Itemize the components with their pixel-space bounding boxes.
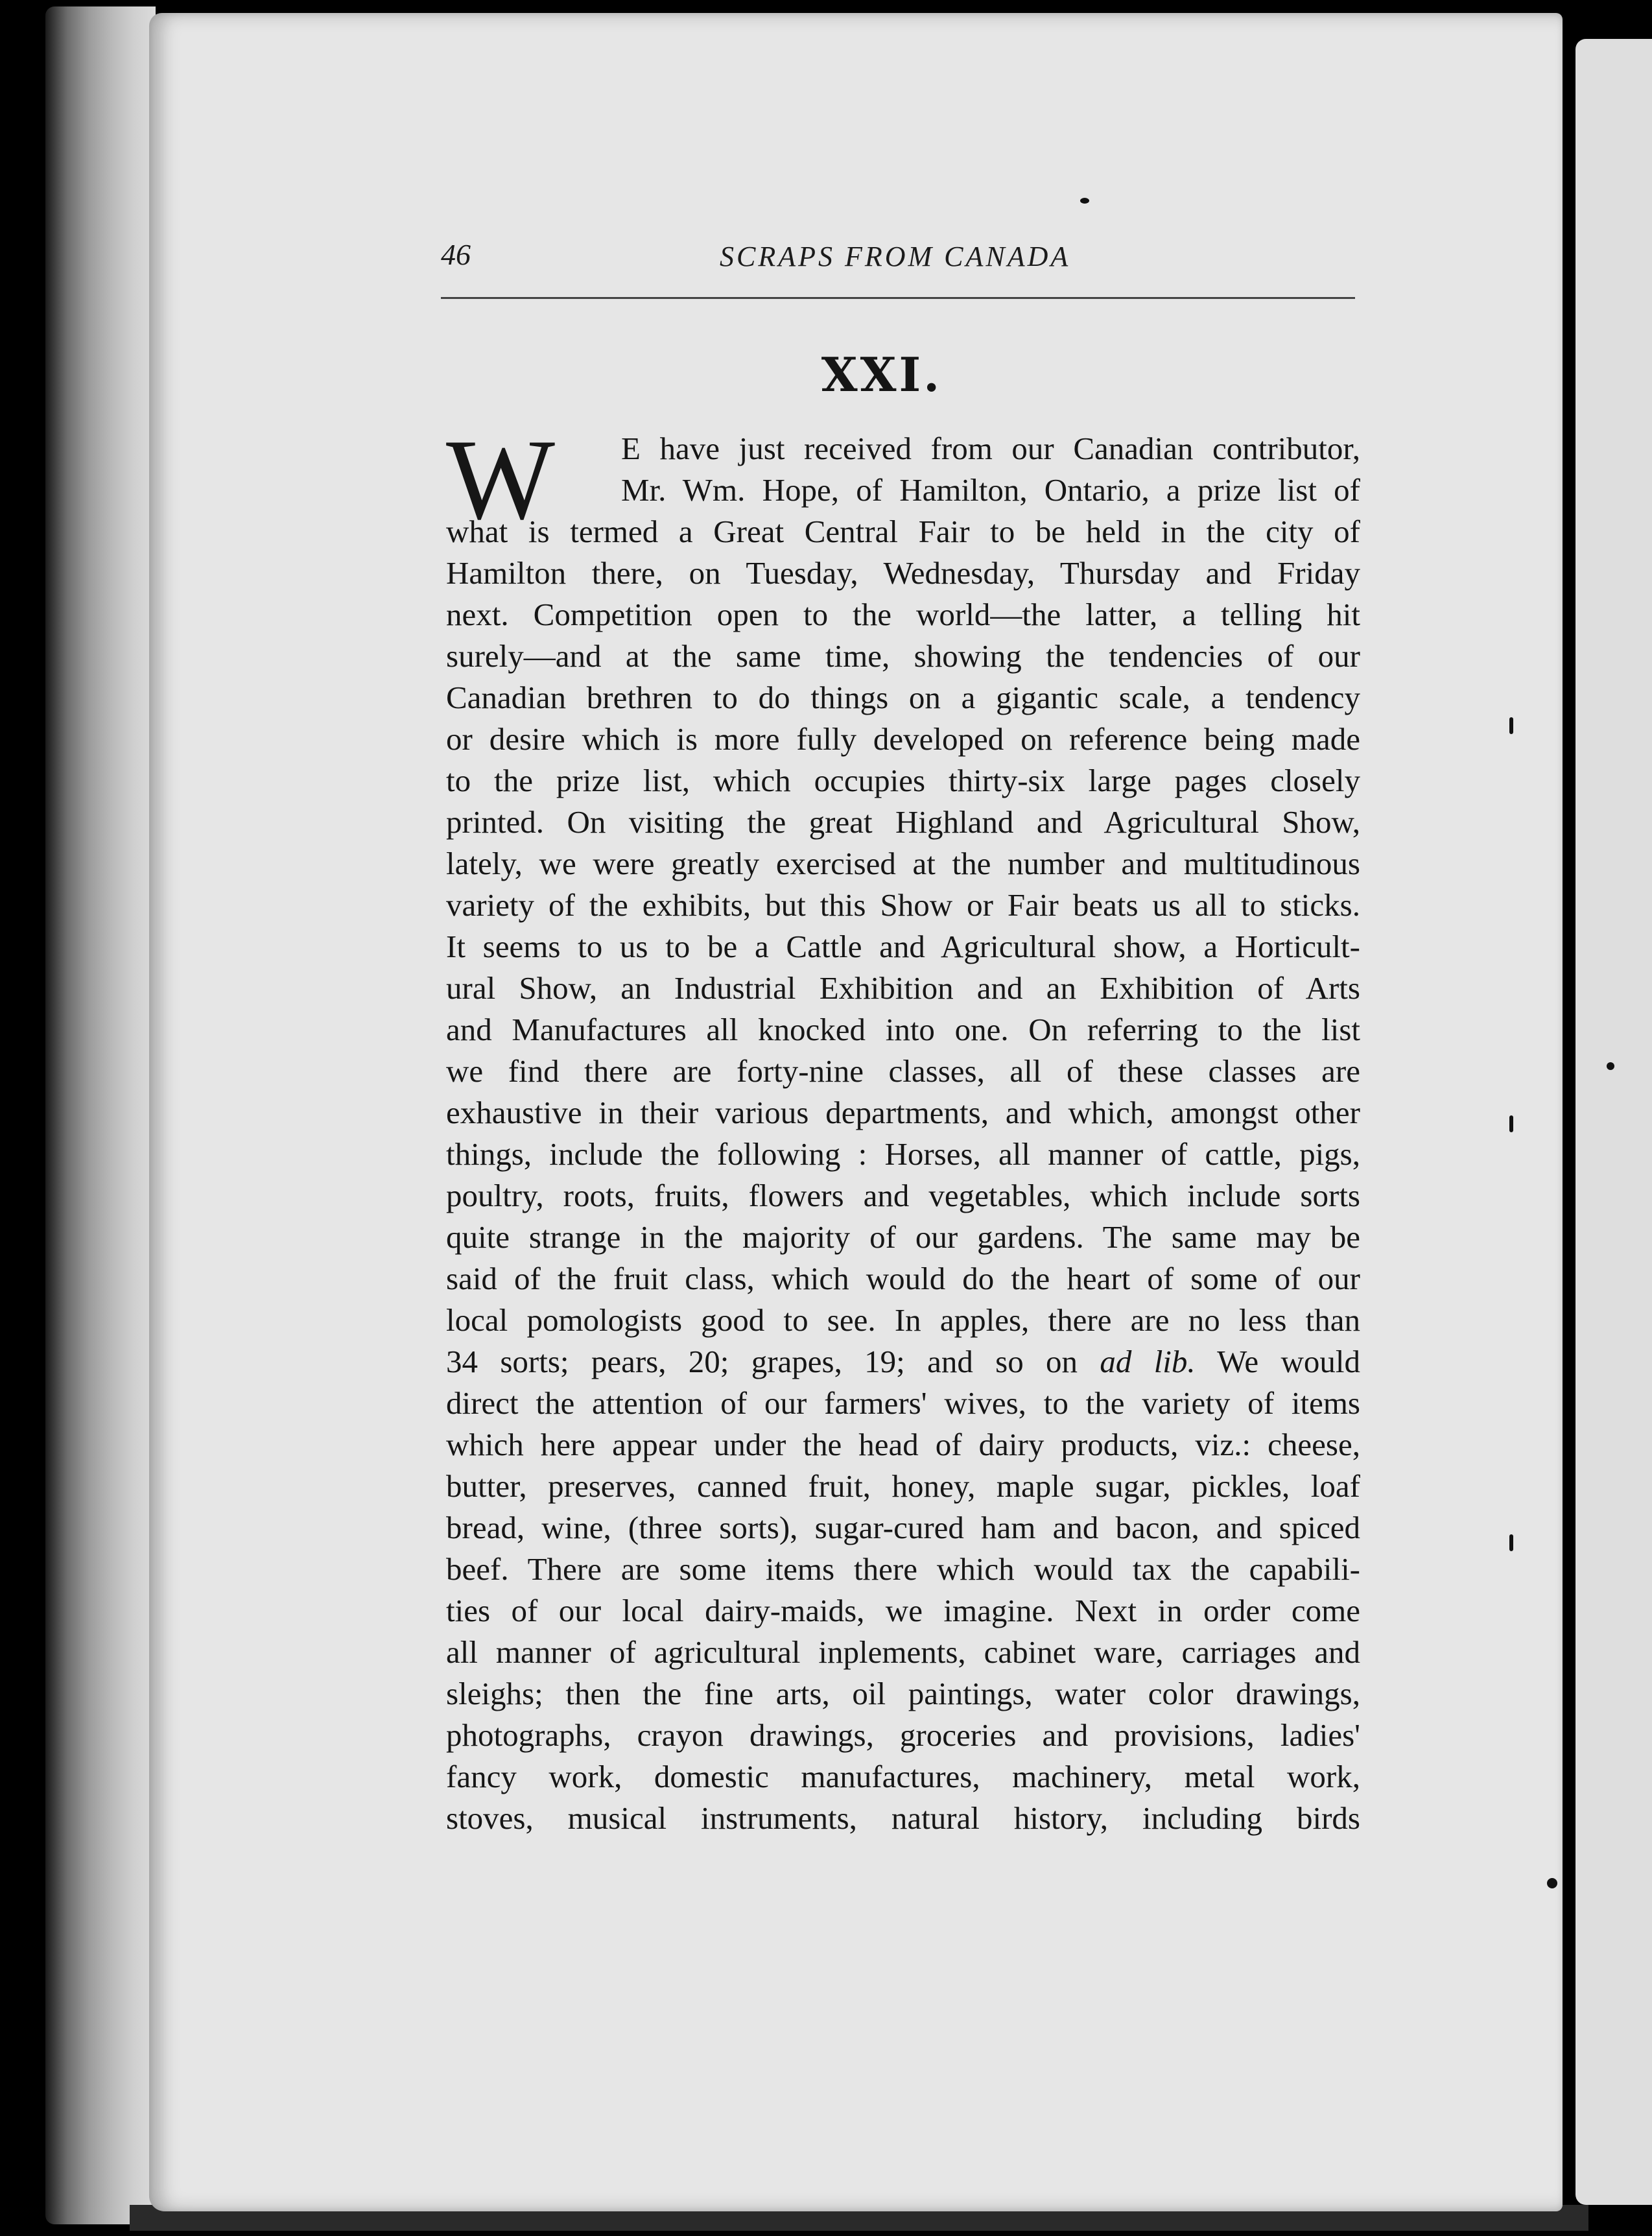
text-line: beef. There are some items there which would tax the capabili- (446, 1551, 1360, 1587)
text-line: local pomologists good to see. In apples, there are no less than (446, 1302, 1360, 1338)
text-line-with-italic (446, 1341, 1360, 1383)
ink-speck (1509, 1115, 1513, 1132)
text-line: Canadian brethren to do things on a gigantic scale, a tendency (446, 680, 1360, 715)
italic-phrase: ad lib. (1100, 1344, 1196, 1379)
ink-speck (1509, 717, 1513, 734)
text-line: direct the attention of our farmers' wives, to the variety of items (446, 1385, 1360, 1421)
text-line: quite strange in the majority of our gardens. The same may be (446, 1219, 1360, 1255)
running-head (441, 233, 1355, 285)
text-line: ties of our local dairy-maids, we imagine. Next in order come (446, 1593, 1360, 1628)
ink-speck (1607, 1062, 1614, 1070)
text-line: It seems to us to be a Cattle and Agricultural show, a Horticult- (446, 929, 1360, 964)
text-line: next. Competition open to the world—the latter, a telling hit (446, 597, 1360, 632)
chapter-number: XXI. (821, 347, 943, 402)
text-line: all manner of agricultural inplements, cabinet ware, carriages and (446, 1634, 1360, 1670)
text-line: Mr. Wm. Hope, of Hamilton, Ontario, a prize list of (621, 472, 1360, 508)
text-line: things, include the following : Horses, all manner of cattle, pigs, (446, 1136, 1360, 1172)
ink-speck (1509, 1534, 1513, 1551)
text-line: said of the fruit class, which would do the heart of some of our (446, 1261, 1360, 1296)
book-title: SCRAPS FROM CANADA (720, 241, 1071, 272)
text-line: photographs, crayon drawings, groceries and provisions, ladies' (446, 1717, 1360, 1753)
text-segment: 34 sorts; pears, 20; grapes, 19; and so on (446, 1344, 1078, 1379)
text-line: exhaustive in their various departments, and which, amongst other (446, 1095, 1360, 1130)
text-line: or desire which is more fully developed on reference being made (446, 721, 1360, 757)
text-line: which here appear under the head of dairy products, viz.: cheese, (446, 1427, 1360, 1462)
text-line: poultry, roots, fruits, flowers and vegetables, which include sorts (446, 1178, 1360, 1213)
text-line: what is termed a Great Central Fair to be held in the city of (446, 514, 1360, 549)
text-line: butter, preserves, canned fruit, honey, maple sugar, pickles, loaf (446, 1468, 1360, 1504)
text-line: lately, we were greatly exercised at the number and multitudinous (446, 846, 1360, 881)
article-body (446, 415, 1360, 1839)
text-line: surely—and at the same time, showing the tendencies of our (446, 638, 1360, 674)
header-rule (441, 297, 1355, 299)
text-line: bread, wine, (three sorts), sugar-cured ham and bacon, and spiced (446, 1510, 1360, 1545)
drop-cap: W (446, 415, 556, 543)
text-line: we find there are forty-nine classes, all of these classes are (446, 1053, 1360, 1089)
text-line: printed. On visiting the great Highland and Agricultural Show, (446, 804, 1360, 840)
text-line: Hamilton there, on Tuesday, Wednesday, Thursday and Friday (446, 555, 1360, 591)
text-line: sleighs; then the fine arts, oil paintings, water color drawings, (446, 1676, 1360, 1711)
book-binding-edge (45, 6, 156, 2224)
text-line: E have just received from our Canadian contributor, (621, 431, 1360, 466)
text-line: ural Show, an Industrial Exhibition and an Exhibition of Arts (446, 970, 1360, 1006)
text-segment: We would (1217, 1344, 1360, 1379)
facing-page-edge (1575, 39, 1652, 2205)
page-number: 46 (441, 238, 471, 271)
ink-speck (1547, 1878, 1557, 1888)
text-line: variety of the exhibits, but this Show or Fair beats us all to sticks. (446, 887, 1360, 923)
text-line: to the prize list, which occupies thirty-six large pages closely (446, 763, 1360, 798)
text-line: and Manufactures all knocked into one. On referring to the list (446, 1012, 1360, 1047)
text-line: fancy work, domestic manufactures, machinery, metal work, (446, 1759, 1360, 1794)
ink-speck (1080, 198, 1089, 204)
text-line: stoves, musical instruments, natural history, including birds (446, 1800, 1360, 1836)
